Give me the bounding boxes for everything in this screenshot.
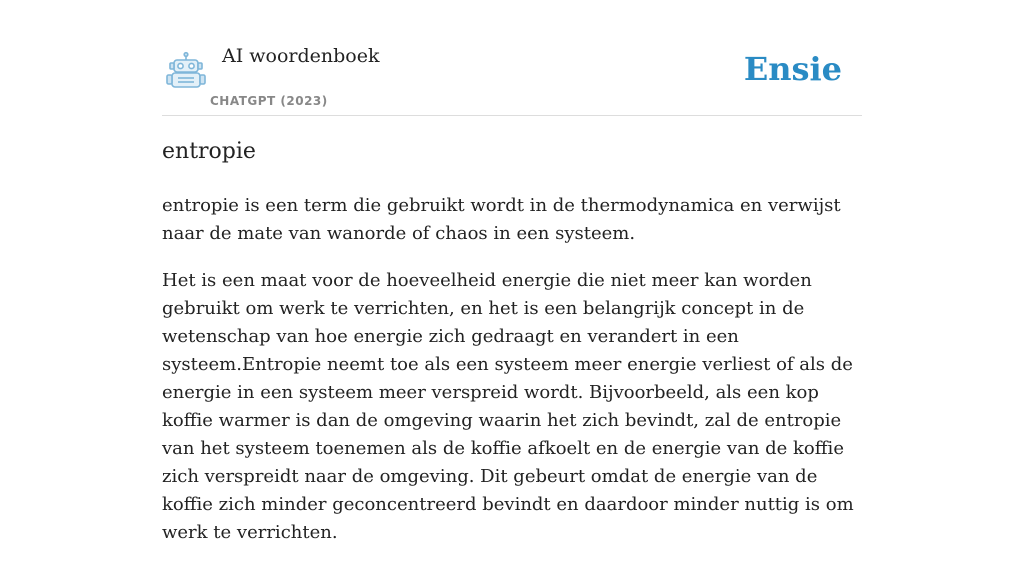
brand-logo[interactable]: Ensie: [743, 50, 842, 88]
definition-paragraph-1: entropie is een term die gebruikt wordt in de thermodynamica en verwijst naar de mate van wanorde of chaos in een systeem.: [162, 195, 841, 244]
entry-definition: [162, 192, 867, 566]
source-meta: CHATGPT (2023): [210, 94, 328, 108]
source-header: [162, 40, 862, 116]
term-title: entropie: [162, 139, 256, 164]
robot-icon: [166, 52, 206, 90]
definition-paragraph-2: Het is een maat voor de hoeveelheid energie die niet meer kan worden gebruikt om werk te verrichten, en het is een belangrijk concept in de wetenschap van hoe energie zich gedraagt en verandert in een systeem.Entropie neemt toe als een systeem meer energie verliest of als de energie in een systeem meer verspreid wordt. Bijvoorbeeld, als een kop koffie warmer is dan de omgeving waarin het zich bevindt, zal de entropie van het systeem toenemen als de koffie afkoelt en de energie van de koffie zich verspreidt naar de omgeving. Dit gebeurt omdat de energie van de koffie zich minder geconcentreerd bevindt en daardoor minder nuttig is om werk te verrichten.: [162, 270, 854, 543]
source-title[interactable]: AI woordenboek: [222, 45, 380, 67]
